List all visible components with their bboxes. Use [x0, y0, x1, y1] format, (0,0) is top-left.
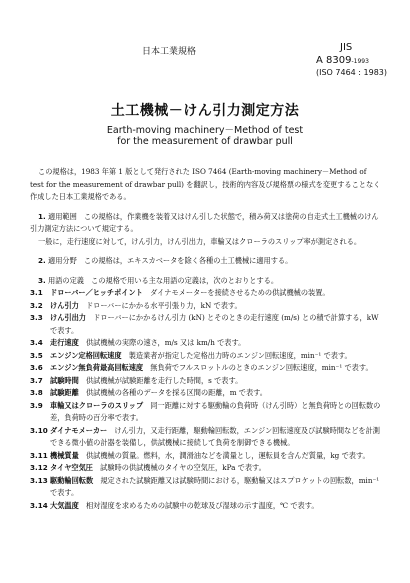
term-definition: 相対湿度を求めるための試験中の乾球及び湿球の示す温度，℃ で表す。 [78, 500, 319, 510]
section-scope: 1. 適用範囲 この規格は，作業機を装着又はけん引した状態で，積み荷又は塗荷の自走式土工機械のけん引力測定方法について規定する。 [30, 211, 379, 233]
section-field: 2. 適用分野 この規格は，エキスカベータを除く各種の土工機械に適用する。 [38, 256, 293, 265]
term-number: 3.7 [30, 375, 43, 385]
term-number: 3.9 [30, 400, 43, 410]
standard-category: 日本工業規格 [142, 47, 197, 57]
term-list [30, 287, 382, 512]
term-name: ダイナモメーカー [50, 425, 108, 435]
term-name: エンジン定格回転速度 [50, 350, 122, 360]
term-name: 車輪又はクローラのスリップ [50, 400, 144, 410]
term-definition: 供試機械が試験距離を走行した時間，s で表す。 [78, 375, 243, 385]
term-definition: 製造業者が指定した定格出力時のエンジン回転速度，min⁻¹ で表す。 [121, 350, 352, 360]
term-item [30, 425, 382, 450]
term-item [30, 500, 382, 513]
section-definitions: 3. 用語の定義 この規格で用いる主な用語の定義は，次のとおりとする。 [38, 275, 279, 285]
term-item [30, 350, 382, 363]
term-definition: 供試機械の質量。燃料，水，潤滑油などを満量とし，運転員を含んだ質量，kg で表す。 [78, 450, 370, 460]
term-definition: ダイナモメーターを接続させるための供試機械の装置。 [142, 288, 330, 297]
term-definition: 無負荷でフルスロットルのときのエンジン回転速度，min⁻¹ で表す。 [143, 363, 373, 372]
term-number: 3.3 [30, 313, 43, 322]
term-definition: 供試機械の実際の速さ，m/s 又は km/h で表す。 [78, 338, 246, 347]
term-number: 3.13 [30, 475, 48, 485]
term-item [30, 375, 382, 388]
term-item [30, 450, 382, 463]
term-number: 3.14 [30, 500, 48, 510]
term-definition: 供試機械の各種のデータを採る区間の距離，m で表す。 [78, 388, 267, 397]
term-definition: ドローバーにかかるけん引力 (kN) とそのときの走行速度 (m/s) との積で計算する，kW で表す。 [50, 313, 379, 335]
term-definition: ドローバーにかかる水平引張り力，kN で表す。 [78, 300, 242, 310]
term-name: 走行速度 [50, 338, 79, 347]
term-number: 3.5 [30, 350, 43, 360]
term-item [30, 400, 382, 425]
term-number: 3.8 [30, 388, 43, 397]
term-item [30, 312, 382, 337]
term-number: 3.12 [30, 463, 48, 472]
term-number: 3.10 [30, 425, 48, 435]
term-definition: けん引力，又走行距離，駆動輪回転数，エンジン回転速度及び試験時間などを計測できる微小値の計器を装備し，供試機械に接続して負荷を制御できる機械。 [50, 425, 380, 447]
term-item [30, 387, 382, 400]
term-item [30, 462, 382, 475]
iso-reference: (ISO 7464 : 1983) [316, 68, 388, 77]
intro-paragraph: この規格は，1983 年第 1 版として発行された ISO 7464 (Earth-moving machinery－Method of test for the measurement of drawbar pull) を翻訳し，技術的内容及び規格票の様式を変更することなく作成した日本工業規格である。 [30, 167, 381, 201]
term-name: 試験時間 [50, 375, 79, 385]
term-number: 3.2 [30, 300, 43, 310]
term-name: けん引力 [50, 300, 79, 310]
term-name: 試験距離 [50, 388, 79, 397]
term-name: 駆動輪回転数 [50, 475, 94, 485]
term-number: 3.6 [30, 363, 43, 372]
term-item [30, 362, 382, 375]
section-scope-note: 一般に，走行速度に対して，けん引力，けん引出力，車輪又はクローラのスリップ率が測定される。 [38, 236, 362, 246]
term-name: けん引出力 [50, 313, 86, 322]
title-english-line-1: Earth-moving machinery－Method of test [106, 125, 304, 136]
term-definition: 同一距離に対する駆動輪の負荷時（けん引時）と無負荷時との回転数の差，負荷時の百分率で表す。 [50, 400, 381, 422]
term-number: 3.1 [30, 288, 43, 297]
term-definition: 試験時の供試機械のタイヤの空気圧，kPa で表す。 [92, 463, 266, 472]
term-name: ドローバー／ヒッチポイント [50, 288, 143, 297]
term-definition: 規定された試験距離又は試験時間における，駆動輪又はスプロケットの回転数，min⁻¹ で表す。 [50, 475, 380, 497]
term-name: 機械質量 [50, 450, 79, 460]
page-title: 土工機械－けん引力測定方法 [110, 103, 300, 119]
term-name: 大気温度 [50, 500, 79, 510]
term-item [30, 337, 382, 350]
term-number: 3.4 [30, 338, 43, 347]
term-name: タイヤ空気圧 [50, 463, 93, 472]
standard-number: A 8309-1993 [316, 55, 369, 66]
term-name: エンジン無負荷最高回転速度 [50, 363, 144, 372]
term-item [30, 475, 382, 500]
term-item [30, 300, 382, 313]
term-item [30, 287, 382, 300]
standard-identifier [316, 42, 387, 77]
jis-label: JIS [340, 42, 353, 53]
document-body [30, 166, 382, 512]
term-number: 3.11 [30, 450, 48, 460]
title-english-line-2: for the measurement of drawbar pull [117, 136, 293, 147]
